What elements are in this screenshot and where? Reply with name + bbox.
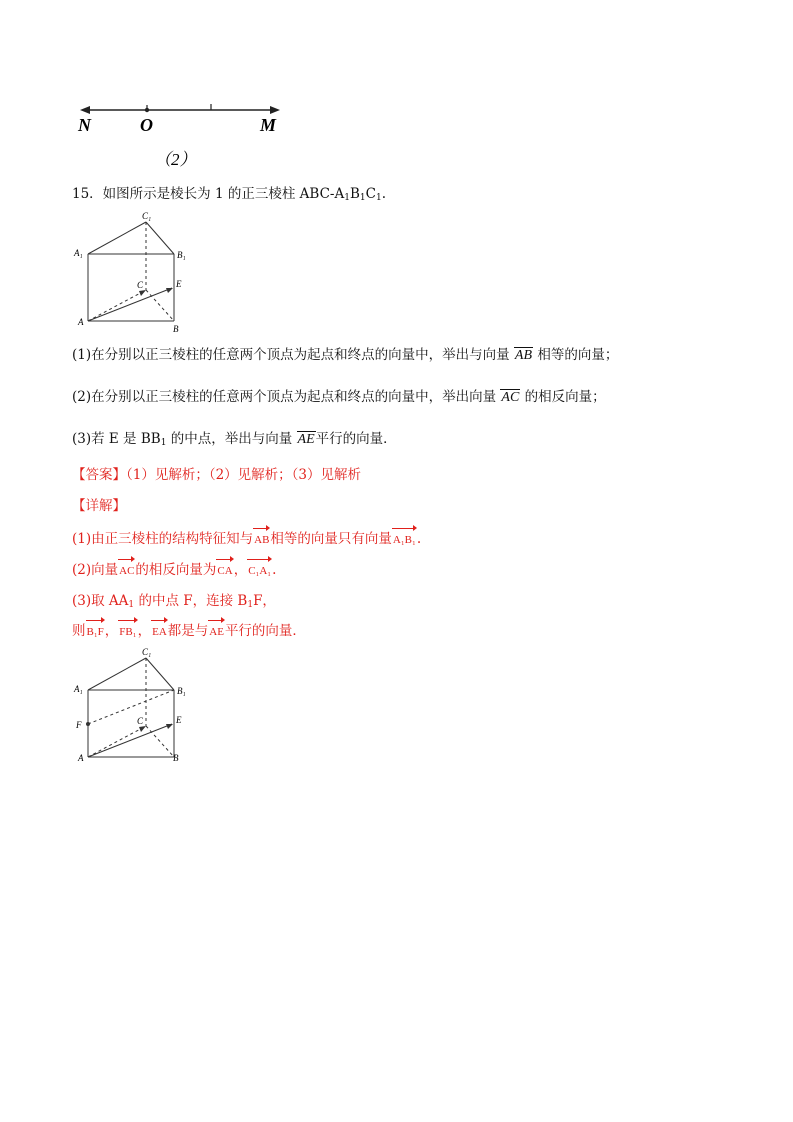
answer-line: 【答案】（1）见解析；（2）见解析；（3）见解析: [72, 467, 362, 483]
edge-A-C-hidden: [88, 726, 146, 757]
answer-2: (2)向量 AC的相反向量为 CA， C₁A₁.: [72, 561, 276, 580]
answer-4: 则 B₁F， FB₁， EA都是与 AE平行的向量．: [72, 622, 306, 641]
edge-C1-B1: [146, 222, 174, 254]
label-B1: B₁: [177, 250, 186, 260]
vector-AC-arrow: AC: [118, 562, 135, 580]
vector-AE: AE: [297, 432, 315, 447]
point-F: [86, 722, 90, 726]
arrow-right-icon: [270, 106, 280, 114]
vector-AB: AB: [514, 348, 533, 363]
label-E: E: [176, 279, 182, 289]
label-B: B: [173, 753, 179, 763]
label-F: F: [76, 720, 82, 730]
arrow-left-icon: [80, 106, 90, 114]
label-C: C: [137, 280, 144, 290]
vector-AB-arrow: AB: [253, 531, 270, 549]
question-2: (2)在分别以正三棱柱的任意两个顶点为起点和终点的向量中，举出向量 AC 的相反向量；: [72, 389, 606, 405]
segment-F-B1-hidden: [88, 690, 174, 724]
vector-AE-arrow: AE: [208, 623, 225, 641]
arrowhead-AC-icon: [139, 290, 146, 296]
edge-C-B-hidden: [146, 290, 174, 321]
label-C1: C₁: [142, 647, 152, 657]
answer-1: (1)由正三棱柱的结构特征知与 AB相等的向量只有向量 A₁B₁.: [72, 530, 421, 549]
arrowhead-AC-icon: [139, 726, 146, 732]
problem-intro: 15．如图所示是棱长为 1 的正三棱柱 ABC-$A_1B_1C_1$.: [72, 186, 386, 203]
label-A: A: [78, 317, 84, 327]
label-A: A: [78, 753, 84, 763]
label-E: E: [176, 715, 182, 725]
label-M: M: [260, 115, 277, 135]
edge-A-C-hidden: [88, 290, 146, 321]
vector-B1F-arrow: B₁F: [86, 623, 105, 641]
prism-figure-2: [70, 644, 200, 769]
label-O: O: [140, 115, 153, 135]
vector-FB1-arrow: FB₁: [118, 623, 137, 641]
detail-label: 【详解】: [72, 498, 126, 514]
prism-figure-1: [70, 208, 200, 333]
vector-EA-arrow: EA: [151, 623, 168, 641]
vector-CA-arrow: CA: [216, 562, 233, 580]
arrowhead-AE-icon: [166, 288, 173, 293]
vector-A1B1-arrow: A₁B₁: [392, 531, 417, 549]
question-1: (1)在分别以正三棱柱的任意两个顶点为起点和终点的向量中，举出与向量 AB 相等的向量；: [72, 347, 619, 363]
answer-label: 【答案】: [72, 467, 126, 483]
figure-caption: （2）: [154, 150, 197, 169]
arrowhead-AE-icon: [166, 724, 173, 729]
edge-C-B-hidden: [146, 726, 174, 757]
edge-A1-C1: [88, 658, 146, 690]
label-B1: B₁: [177, 686, 186, 696]
vector-C1A1-arrow: C₁A₁: [247, 562, 272, 580]
vector-AC: AC: [501, 390, 520, 405]
edge-A1-C1: [88, 222, 146, 254]
label-C1: C₁: [142, 211, 152, 221]
label-A1: A₁: [74, 684, 83, 694]
label-B: B: [173, 324, 179, 333]
answer-3: (3)取 $AA_1$ 的中点 F，连接 $B_1F$，: [72, 593, 276, 610]
label-N: N: [78, 115, 91, 135]
edge-C1-B1: [146, 658, 174, 690]
label-A1: A₁: [74, 248, 83, 258]
label-C: C: [137, 716, 144, 726]
question-3: (3)若 E 是 $BB_1$ 的中点，举出与向量 AE平行的向量．: [72, 431, 397, 448]
number-line-figure: [70, 96, 290, 176]
